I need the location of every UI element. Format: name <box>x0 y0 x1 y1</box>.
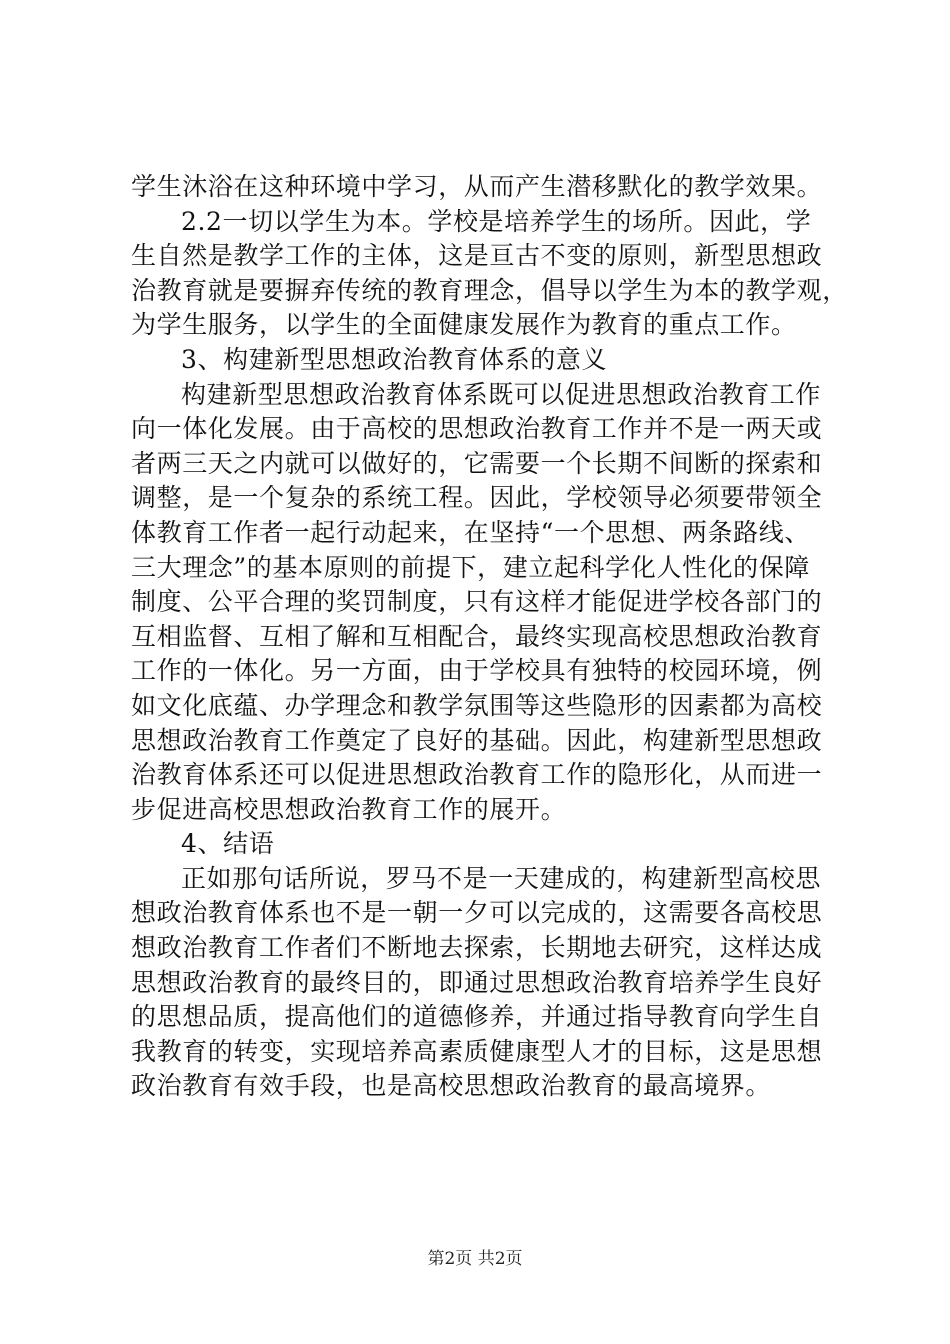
text-line: 想政治教育工作者们不断地去探索，长期地去研究，这样达成 <box>131 933 823 963</box>
text-line: 三大理念”的基本原则的前提下，建立起科学化人性化的保障 <box>131 552 810 582</box>
text-line: 的思想品质，提高他们的道德修养，并通过指导教育向学生自 <box>131 1002 823 1032</box>
text-line: 者两三天之内就可以做好的，它需要一个长期不间断的探索和 <box>131 448 823 478</box>
text-line: 步促进高校思想政治教育工作的展开。 <box>131 794 567 824</box>
body-text <box>131 170 848 1104</box>
text-line: 互相监督、互相了解和互相配合，最终实现高校思想政治教育 <box>131 621 823 651</box>
text-line: 生自然是教学工作的主体，这是亘古不变的原则，新型思想政 <box>131 241 823 271</box>
text-line: 如文化底蕴、办学理念和教学氛围等这些隐形的因素都为高校 <box>131 690 823 720</box>
text-line: 体教育工作者一起行动起来，在坚持“一个思想、两条路线、 <box>131 517 810 547</box>
text-line: 工作的一体化。另一方面，由于学校具有独特的校园环境，例 <box>131 656 823 686</box>
text-line: 为学生服务，以学生的全面健康发展作为教育的重点工作。 <box>131 310 797 340</box>
text-line: 治教育体系还可以促进思想政治教育工作的隐形化，从而进一 <box>131 760 823 790</box>
text-line: 2.2一切以学生为本。学校是培养学生的场所。因此，学 <box>181 206 812 236</box>
text-line: 想政治教育体系也不是一朝一夕可以完成的，这需要各高校思 <box>131 898 823 928</box>
section-heading: 3、构建新型思想政治教育体系的意义 <box>181 344 608 374</box>
text-line: 向一体化发展。由于高校的思想政治教育工作并不是一两天或 <box>131 414 823 444</box>
text-line: 思想政治教育工作奠定了良好的基础。因此，构建新型思想政 <box>131 725 823 755</box>
text-line: 调整，是一个复杂的系统工程。因此，学校领导必须要带领全 <box>131 483 823 513</box>
text-line: 构建新型思想政治教育体系既可以促进思想政治教育工作 <box>181 379 822 409</box>
text-line: 政治教育有效手段，也是高校思想政治教育的最高境界。 <box>131 1071 772 1101</box>
text-line: 正如那句话所说，罗马不是一天建成的，构建新型高校思 <box>181 863 822 893</box>
text-line: 思想政治教育的最终目的，即通过思想政治教育培养学生良好 <box>131 967 823 997</box>
section-heading: 4、结语 <box>181 829 275 859</box>
text-line: 我教育的转变，实现培养高素质健康型人才的目标，这是思想 <box>131 1036 823 1066</box>
page-number-footer: 第2页 共2页 <box>427 1249 523 1269</box>
text-line: 治教育就是要摒弃传统的教育理念，倡导以学生为本的教学观， <box>131 275 848 305</box>
text-line: 学生沐浴在这种环境中学习，从而产生潜移默化的教学效果。 <box>131 172 823 201</box>
text-line: 制度、公平合理的奖罚制度，只有这样才能促进学校各部门的 <box>131 587 823 617</box>
